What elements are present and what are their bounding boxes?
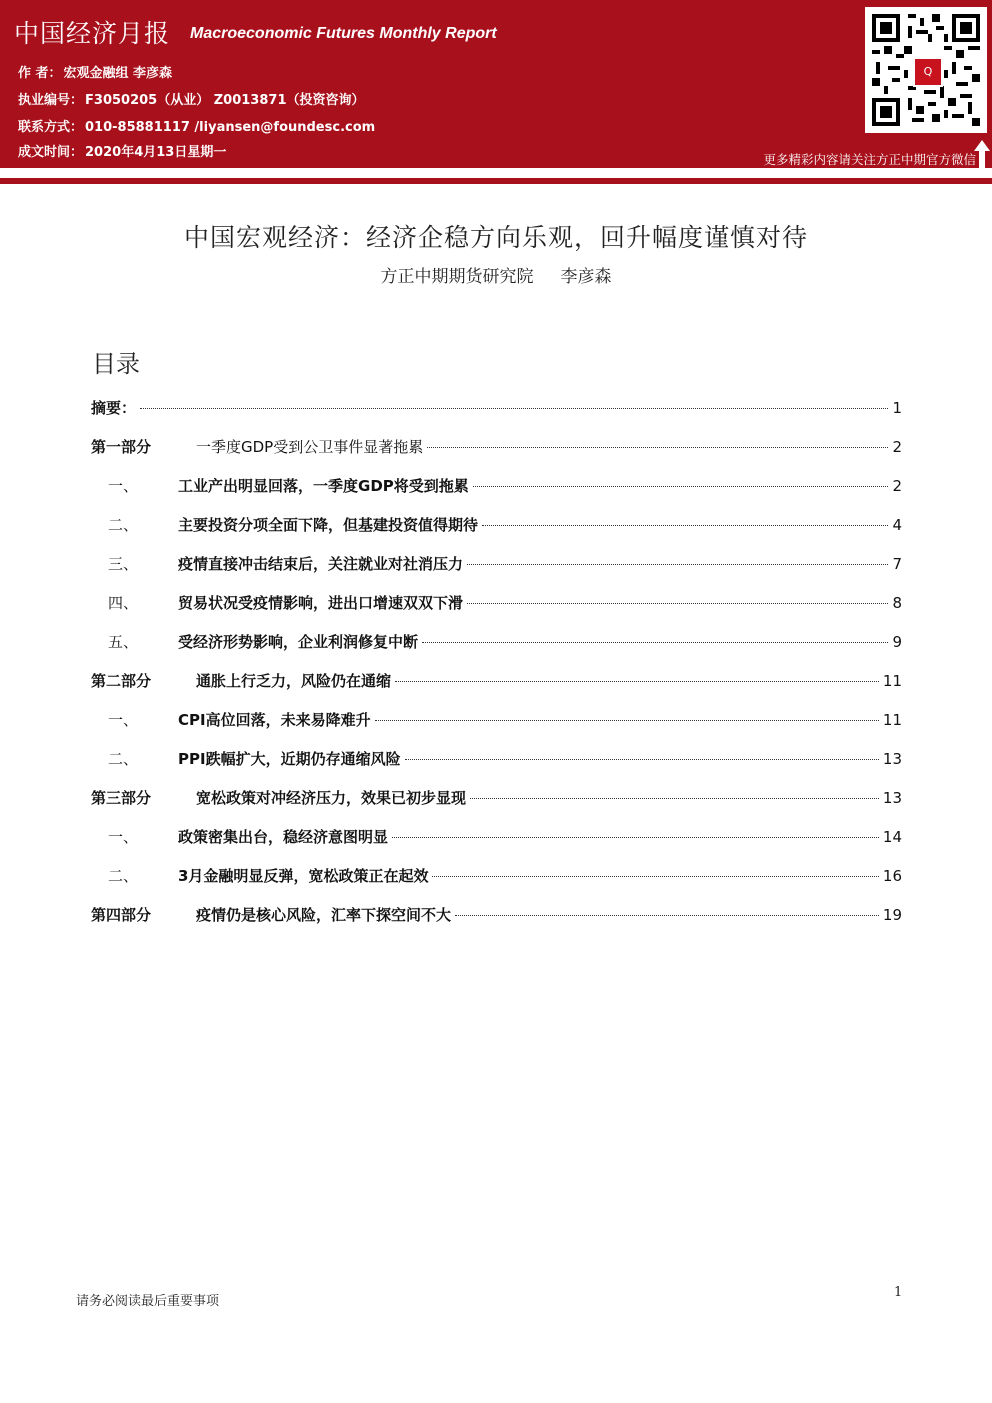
toc-entry-page: 13 bbox=[882, 750, 902, 768]
toc-leader-dots bbox=[432, 876, 878, 877]
report-title-cn: 中国经济月报 bbox=[14, 19, 171, 48]
toc-entry-page: 9 bbox=[892, 633, 902, 651]
toc-entry-num: 四、 bbox=[108, 594, 139, 612]
toc-entry-text: 主要投资分项全面下降，但基建投资值得期待 bbox=[178, 516, 479, 534]
toc-leader-dots bbox=[140, 408, 888, 409]
toc-entry[interactable] bbox=[91, 787, 902, 808]
license-line bbox=[18, 89, 364, 108]
toc-entry-num: 第一部分 bbox=[91, 438, 152, 456]
toc-entry-num: 一、 bbox=[108, 711, 139, 729]
toc-entry-text: 疫情直接冲击结束后，关注就业对社消压力 bbox=[178, 555, 464, 573]
toc-entry-page: 11 bbox=[882, 711, 902, 729]
toc-entry-num: 第三部分 bbox=[91, 789, 152, 807]
author-label: 作 者： bbox=[18, 66, 62, 81]
toc-entry[interactable] bbox=[91, 670, 902, 691]
toc-entry-text: 一季度GDP受到公卫事件显著拖累 bbox=[196, 438, 424, 456]
toc-entry[interactable] bbox=[91, 904, 902, 925]
toc-entry-page: 8 bbox=[892, 594, 902, 612]
toc-entry[interactable] bbox=[108, 748, 902, 769]
toc-entry-page: 1 bbox=[892, 399, 902, 417]
toc-entry-page: 14 bbox=[882, 828, 902, 846]
follow-wechat-text: 更多精彩内容请关注方正中期官方微信 bbox=[763, 152, 976, 167]
toc-entry[interactable] bbox=[108, 475, 902, 496]
toc-entry-text: 受经济形势影响，企业利润修复中断 bbox=[178, 633, 419, 651]
toc-entry-text: 3月金融明显反弹，宽松政策正在起效 bbox=[178, 867, 429, 885]
footer-page-number: 1 bbox=[894, 1285, 903, 1300]
toc-entry-text: 贸易状况受疫情影响，进出口增速双双下滑 bbox=[178, 594, 464, 612]
report-title-en: Macroeconomic Futures Monthly Report bbox=[190, 25, 497, 42]
toc-entry-num: 三、 bbox=[108, 555, 139, 573]
contact-line bbox=[18, 116, 375, 135]
toc-entry-page: 13 bbox=[882, 789, 902, 807]
report-header bbox=[0, 0, 992, 168]
document-author-line: 方正中期期货研究院 李彦森 bbox=[380, 267, 612, 287]
toc-entry-page: 19 bbox=[882, 906, 902, 924]
toc-entry-num: 二、 bbox=[108, 867, 139, 885]
toc-entry-num: 一、 bbox=[108, 477, 139, 495]
toc-entry[interactable] bbox=[108, 553, 902, 574]
toc-leader-dots bbox=[422, 642, 888, 643]
toc-entry-text: 宽松政策对冲经济压力，效果已初步显现 bbox=[196, 789, 467, 807]
author-line bbox=[18, 62, 172, 81]
toc-leader-dots bbox=[473, 486, 889, 487]
toc-entry-text: 政策密集出台，稳经济意图明显 bbox=[178, 828, 389, 846]
toc-entry-text: PPI跌幅扩大，近期仍存通缩风险 bbox=[178, 750, 401, 768]
toc-entry[interactable] bbox=[91, 436, 902, 457]
toc-leader-dots bbox=[467, 564, 888, 565]
toc-entry-num: 摘要： bbox=[91, 399, 137, 417]
toc-entry-num: 五、 bbox=[108, 633, 139, 651]
toc-entry[interactable] bbox=[108, 631, 902, 652]
date-label: 成文时间： bbox=[18, 145, 84, 160]
footer-disclaimer-note: 请务必阅读最后重要事项 bbox=[76, 1294, 220, 1309]
license-value: F3050205（从业） Z0013871（投资咨询） bbox=[85, 93, 365, 108]
toc-entry-page: 2 bbox=[892, 477, 902, 495]
toc-entry[interactable] bbox=[108, 865, 902, 886]
toc-entry-num: 第二部分 bbox=[91, 672, 152, 690]
toc-entry-text: 疫情仍是核心风险，汇率下探空间不大 bbox=[196, 906, 452, 924]
toc-entry-text: CPI高位回落，未来易降难升 bbox=[178, 711, 371, 729]
toc-heading: 目录 bbox=[92, 350, 140, 378]
contact-label: 联系方式： bbox=[18, 120, 84, 135]
toc-leader-dots bbox=[375, 720, 879, 721]
toc-entry-text: 通胀上行乏力，风险仍在通缩 bbox=[196, 672, 392, 690]
toc-entry-num: 一、 bbox=[108, 828, 139, 846]
toc-leader-dots bbox=[405, 759, 879, 760]
toc-leader-dots bbox=[467, 603, 888, 604]
date-value: 2020年4月13日星期一 bbox=[85, 145, 227, 160]
toc-entry-text: 工业产出明显回落，一季度GDP将受到拖累 bbox=[178, 477, 469, 495]
header-divider bbox=[0, 178, 992, 184]
toc-entry-page: 16 bbox=[882, 867, 902, 885]
toc-leader-dots bbox=[395, 681, 879, 682]
qr-brand-logo: Q bbox=[913, 57, 943, 87]
toc-leader-dots bbox=[470, 798, 879, 799]
toc-entry-page: 7 bbox=[892, 555, 902, 573]
toc-entry[interactable] bbox=[91, 397, 902, 418]
author-value: 宏观金融组 李彦森 bbox=[63, 66, 173, 81]
toc-entry[interactable] bbox=[108, 826, 902, 847]
toc-leader-dots bbox=[392, 837, 879, 838]
toc-leader-dots bbox=[482, 525, 888, 526]
contact-value: 010-85881117 /liyansen@foundesc.com bbox=[85, 120, 376, 135]
up-arrow-icon bbox=[974, 140, 990, 168]
qr-code[interactable] bbox=[865, 7, 987, 133]
toc-entry[interactable] bbox=[108, 709, 902, 730]
toc-entry-page: 4 bbox=[892, 516, 902, 534]
toc-leader-dots bbox=[455, 915, 879, 916]
toc-entry-num: 二、 bbox=[108, 516, 139, 534]
date-line bbox=[18, 141, 226, 160]
toc-entry-num: 二、 bbox=[108, 750, 139, 768]
toc-leader-dots bbox=[427, 447, 888, 448]
toc-entry-page: 11 bbox=[882, 672, 902, 690]
toc-entry-page: 2 bbox=[892, 438, 902, 456]
toc-entry[interactable] bbox=[108, 592, 902, 613]
toc-entry[interactable] bbox=[108, 514, 902, 535]
document-title: 中国宏观经济：经济企稳方向乐观，回升幅度谨慎对待 bbox=[183, 223, 808, 252]
license-label: 执业编号： bbox=[18, 93, 84, 108]
toc-entry-num: 第四部分 bbox=[91, 906, 152, 924]
